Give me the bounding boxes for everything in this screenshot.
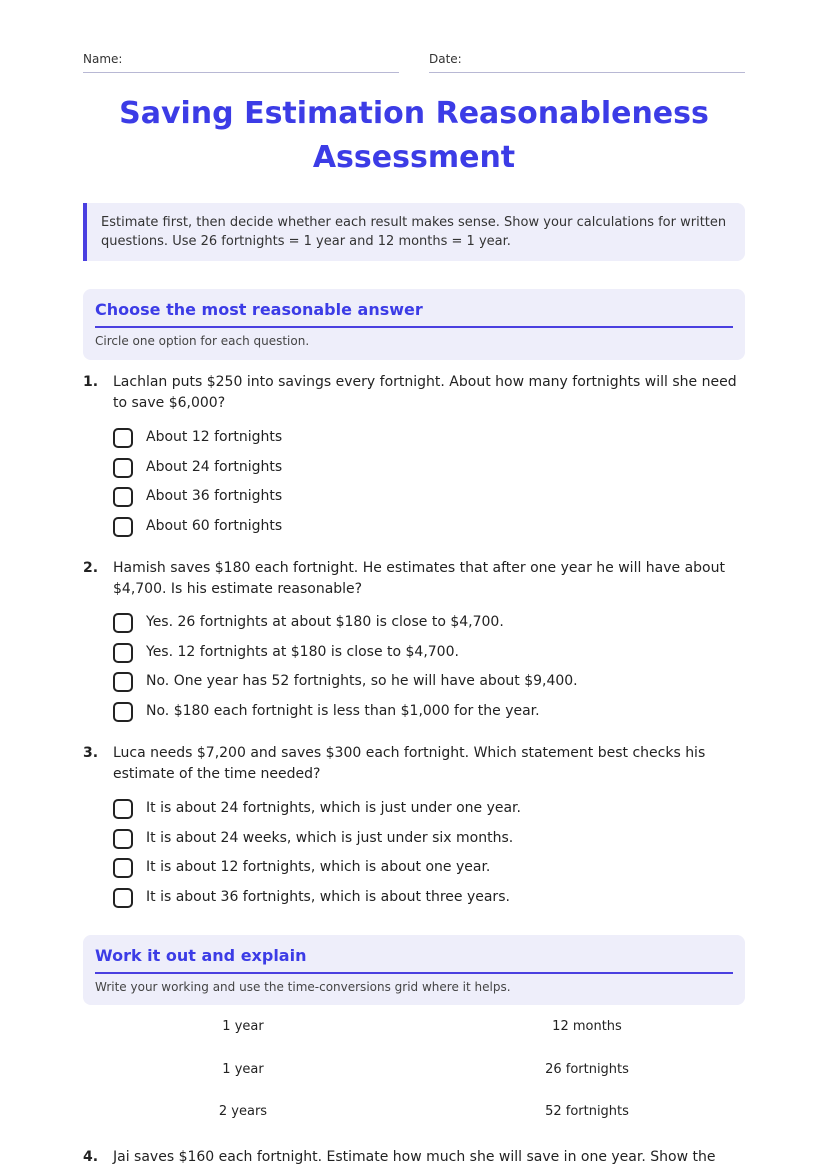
option-label: About 36 fortnights	[146, 488, 283, 505]
question-2-options	[113, 610, 745, 729]
conversion-left: 2 years	[218, 1104, 268, 1119]
question-number: 1.	[83, 374, 99, 390]
conversion-row	[83, 1014, 745, 1057]
section-title: Choose the most reasonable answer	[95, 299, 733, 328]
name-date-row	[83, 52, 745, 74]
checkbox[interactable]	[113, 702, 133, 722]
conversion-row	[83, 1099, 745, 1142]
checkbox[interactable]	[113, 643, 133, 663]
checkbox[interactable]	[113, 799, 133, 819]
option-label: No. One year has 52 fortnights, so he will have about $9,400.	[146, 673, 578, 690]
option-item[interactable]	[113, 514, 745, 544]
conversion-grid	[83, 1014, 745, 1142]
conversion-left: 1 year	[222, 1019, 264, 1034]
question-number: 4.	[83, 1149, 99, 1165]
question-text: Jai saves $160 each fortnight. Estimate how much she will save in one year. Show the	[113, 1149, 716, 1165]
option-item[interactable]	[113, 885, 745, 915]
checkbox[interactable]	[113, 517, 133, 537]
checkbox[interactable]	[113, 829, 133, 849]
instructions-callout: Estimate first, then decide whether each result makes sense. Show your calculations for written questions. Use 26 fortnights = 1 year and 12 months = 1 year.	[83, 203, 745, 261]
option-item[interactable]	[113, 640, 745, 670]
section-subtitle: Write your working and use the time-conversions grid where it helps.	[95, 980, 511, 994]
question-number: 2.	[83, 560, 99, 576]
option-label: It is about 24 fortnights, which is just under one year.	[146, 800, 521, 816]
option-label: Yes. 26 fortnights at about $180 is close to $4,700.	[146, 614, 504, 630]
option-item[interactable]	[113, 826, 745, 856]
question-text: Hamish saves $180 each fortnight. He estimates that after one year he will have about $4,700. Is his estimate reasonable?	[113, 560, 725, 597]
conversion-right: 26 fortnights	[545, 1061, 629, 1077]
checkbox[interactable]	[113, 888, 133, 908]
question-text: Luca needs $7,200 and saves $300 each fortnight. Which statement best checks his estimate of the time needed?	[113, 745, 706, 782]
name-field[interactable]	[83, 52, 399, 73]
question-3-options	[113, 796, 745, 915]
option-item[interactable]	[113, 796, 745, 826]
option-label: No. $180 each fortnight is less than $1,000 for the year.	[146, 703, 540, 720]
option-label: About 24 fortnights	[146, 458, 283, 475]
checkbox[interactable]	[113, 672, 133, 692]
option-label: It is about 36 fortnights, which is about three years.	[146, 889, 510, 906]
question-1-options	[113, 425, 745, 544]
section-written	[83, 935, 745, 1005]
checkbox[interactable]	[113, 428, 133, 448]
option-item[interactable]	[113, 855, 745, 885]
section-title: Work it out and explain	[95, 945, 733, 974]
option-item[interactable]	[113, 484, 745, 514]
option-item[interactable]	[113, 455, 745, 485]
page-title: Saving Estimation Reasonableness Assessment	[119, 96, 709, 175]
conversion-left: 1 year	[222, 1061, 264, 1077]
date-field[interactable]	[429, 52, 745, 73]
checkbox[interactable]	[113, 458, 133, 478]
checkbox[interactable]	[113, 858, 133, 878]
question-text: Lachlan puts $250 into savings every fortnight. About how many fortnights will she need to save $6,000?	[113, 374, 737, 411]
checkbox[interactable]	[113, 613, 133, 633]
option-label: About 60 fortnights	[146, 518, 283, 535]
option-item[interactable]	[113, 669, 745, 699]
checkbox[interactable]	[113, 487, 133, 507]
conversion-right: 12 months	[552, 1019, 622, 1034]
question-number: 3.	[83, 745, 99, 761]
date-label: Date:	[429, 52, 462, 66]
section-subtitle: Circle one option for each question.	[95, 334, 310, 348]
option-label: It is about 12 fortnights, which is about one year.	[146, 859, 491, 876]
option-item[interactable]	[113, 699, 745, 729]
section-multiple-choice	[83, 289, 745, 360]
conversion-right: 52 fortnights	[545, 1104, 629, 1119]
option-label: Yes. 12 fortnights at $180 is close to $4,700.	[146, 643, 459, 660]
option-label: About 12 fortnights	[146, 429, 283, 445]
conversion-row	[83, 1057, 745, 1100]
name-label: Name:	[83, 52, 123, 66]
option-item[interactable]	[113, 610, 745, 640]
option-item[interactable]	[113, 425, 745, 455]
option-label: It is about 24 weeks, which is just under six months.	[146, 829, 514, 846]
